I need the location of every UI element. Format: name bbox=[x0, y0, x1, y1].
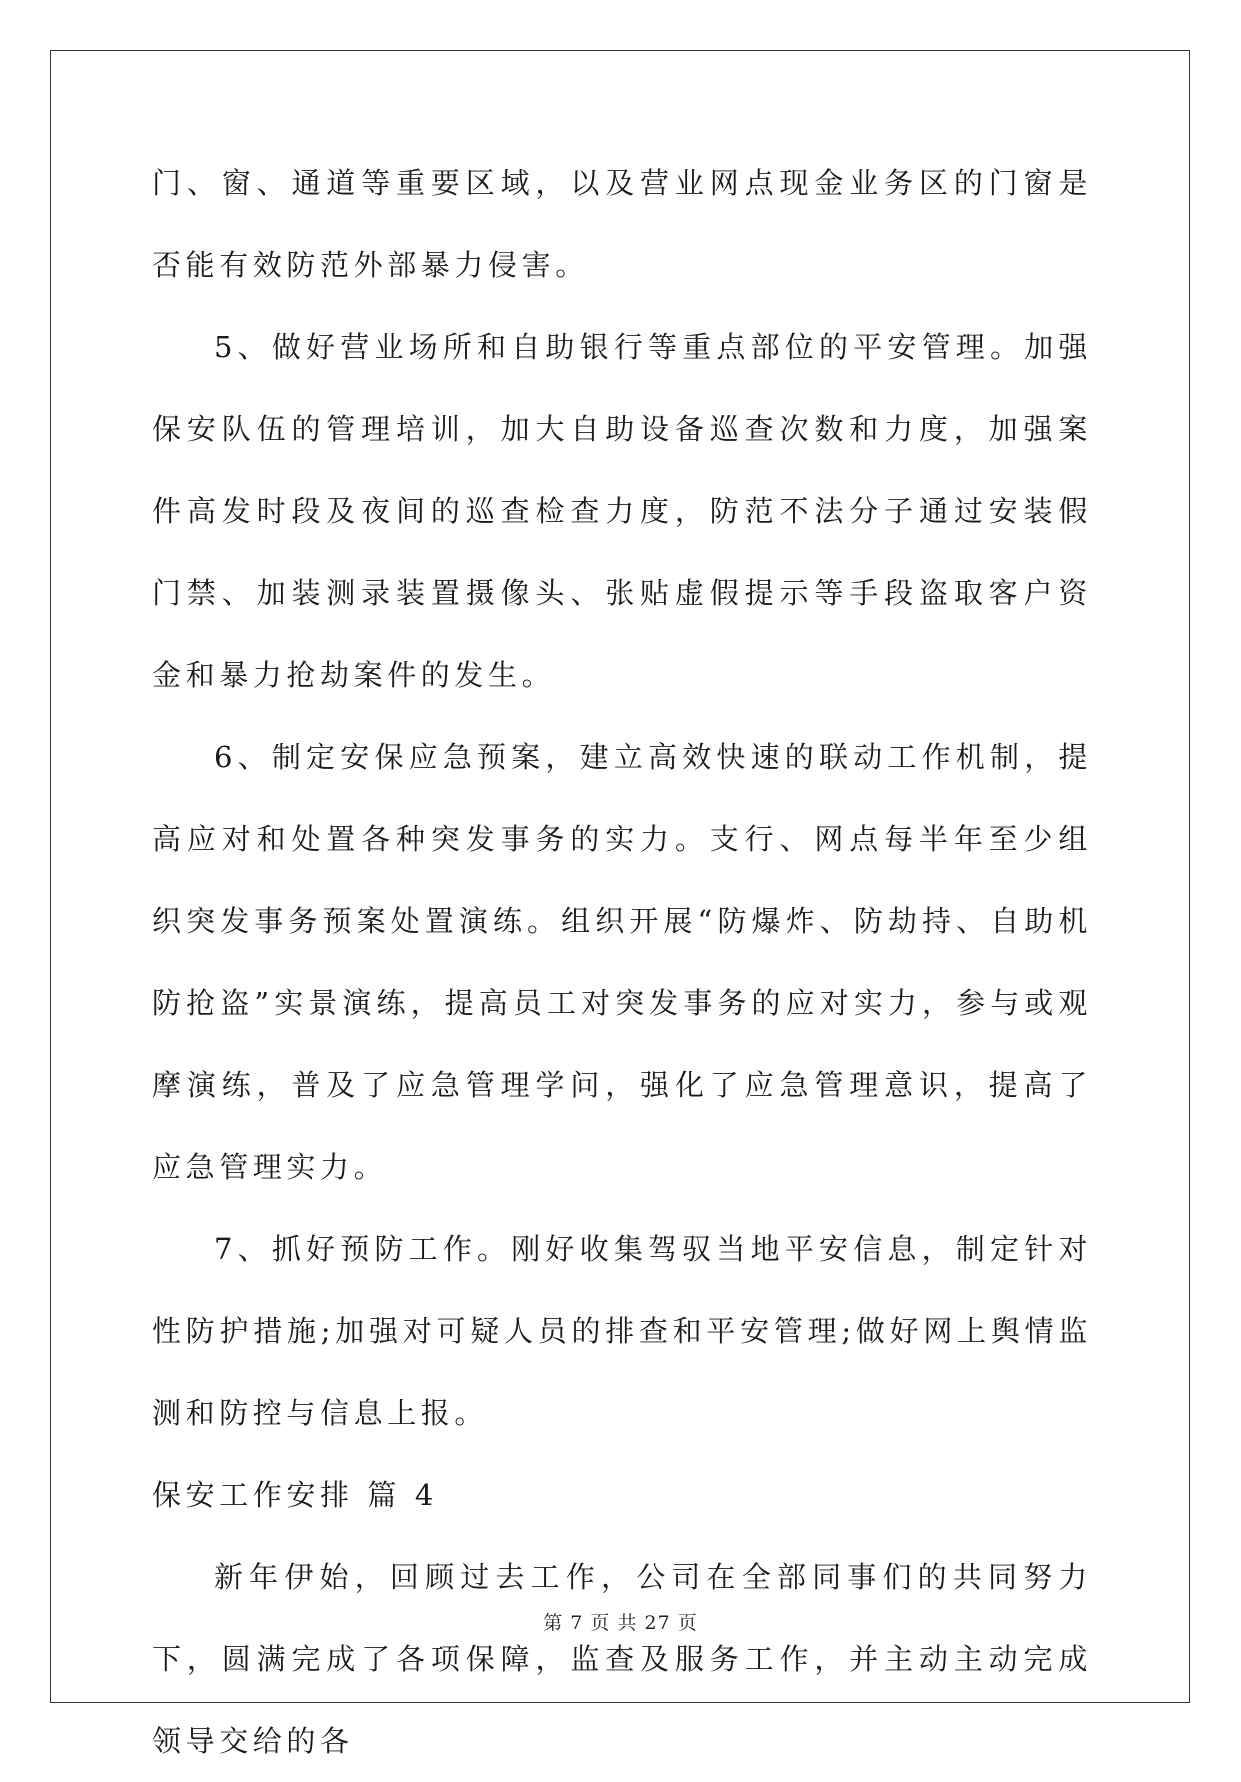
document-body bbox=[152, 142, 1092, 1782]
paragraph-1: 门、窗、通道等重要区域，以及营业网点现金业务区的门窗是否能有效防范外部暴力侵害。 bbox=[152, 166, 1092, 282]
page-number-footer: 第 7 页 共 27 页 bbox=[543, 1612, 698, 1634]
paragraph-3: 6、制定安保应急预案，建立高效快速的联动工作机制，提高应对和处置各种突发事务的实力。支行、网点每半年至少组织突发事务预案处置演练。组织开展“防爆炸、防劫持、自助机防抢盗”实景演练，提高员工对突发事务的应对实力，参与或观摩演练，普及了应急管理学问，强化了应急管理意识，提高了应急管理实力。 bbox=[152, 740, 1092, 1184]
section-paragraph: 新年伊始，回顾过去工作，公司在全部同事们的共同努力下，圆满完成了各项保障，监查及服务工作，并主动主动完成领导交给的各 bbox=[152, 1560, 1092, 1758]
paragraph-2: 5、做好营业场所和自助银行等重点部位的平安管理。加强保安队伍的管理培训，加大自助设备巡查次数和力度，加强案件高发时段及夜间的巡查检查力度，防范不法分子通过安装假门禁、加装测录装置摄像头、张贴虚假提示等手段盗取客户资金和暴力抢劫案件的发生。 bbox=[152, 330, 1092, 692]
paragraph-4: 7、抓好预防工作。刚好收集驾驭当地平安信息，制定针对性防护措施;加强对可疑人员的排查和平安管理;做好网上舆情监测和防控与信息上报。 bbox=[152, 1232, 1092, 1430]
section-heading: 保安工作安排 篇 4 bbox=[152, 1478, 438, 1512]
